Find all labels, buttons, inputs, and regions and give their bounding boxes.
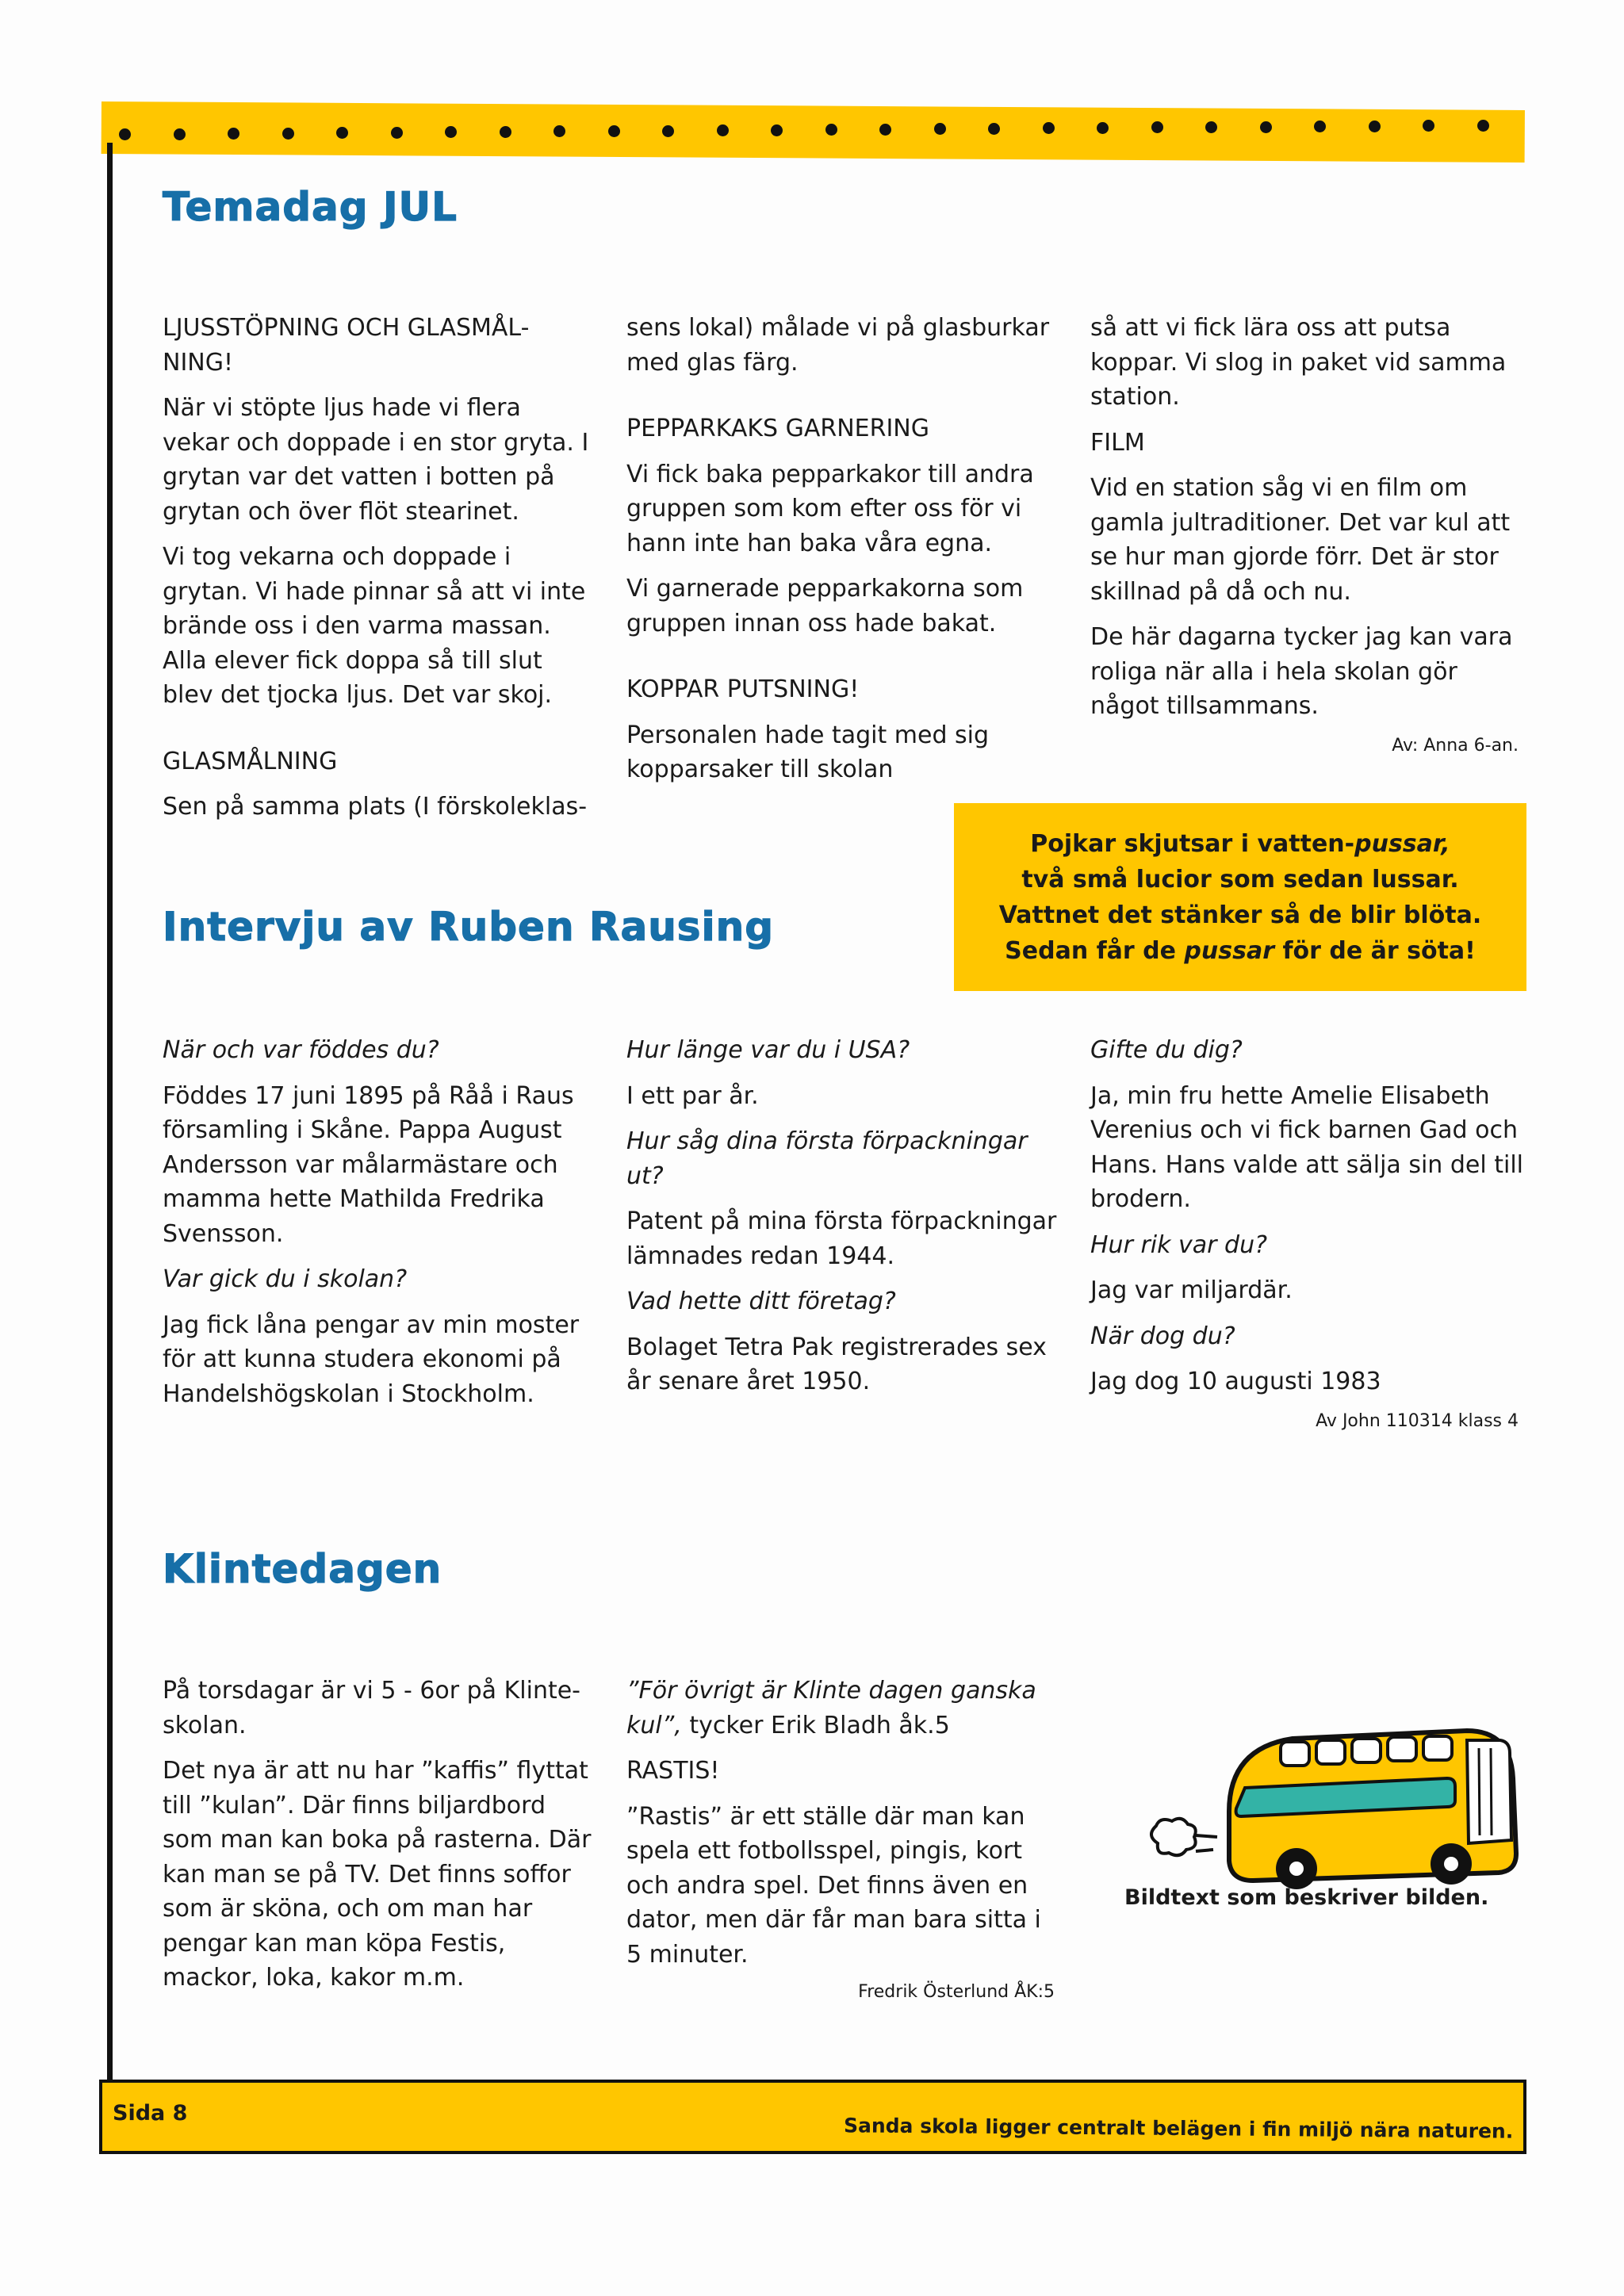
interview-answer: Jag var miljardär. — [1090, 1276, 1293, 1304]
paragraph: Vi garnerade pepparkakorna som gruppen innan oss hade bakat. — [626, 575, 1024, 637]
paragraph: ”Rastis” är ett ställe där man kan spela ett fotbollsspel, pingis, kort och andra spel. Det finns även en dator, men där får man bara sitta i 5 minuter. — [626, 1802, 1041, 1969]
interview-question: Gifte du dig? — [1090, 1036, 1243, 1064]
border-dot — [1423, 120, 1434, 132]
poem-line-1: Pojkar skjutsar i vatten-pussar, — [1030, 829, 1450, 858]
poem-line-3: Vattnet det stänker så de blir blöta. — [998, 901, 1482, 929]
footer-bar — [99, 2080, 1526, 2154]
paragraph: Vi tog vekarna och doppade i grytan. Vi hade pinnar så att vi inte brände oss i den varma massan. Alla elever fick doppa så till slut blev det tjocka ljus. Det var skoj. — [163, 543, 586, 709]
border-dot — [771, 124, 783, 136]
interview-column-1 — [163, 1033, 595, 1422]
paragraph: så att vi fick lära oss att putsa koppar. Vi slog in paket vid samma station. — [1090, 314, 1507, 411]
klinte-column-1 — [163, 1674, 595, 2007]
border-dot — [662, 125, 674, 137]
subheading: FILM — [1090, 428, 1145, 457]
interview-question: Vad hette ditt företag? — [626, 1288, 896, 1315]
poem-line-4: Sedan får de pussar för de är söta! — [1005, 936, 1476, 965]
border-dot — [1043, 122, 1055, 134]
paragraph: Vi fick baka pepparkakor till andra gruppen som kom efter oss för vi hann inte han baka våra egna. — [626, 460, 1034, 557]
interview-question: Hur rik var du? — [1090, 1230, 1268, 1259]
school-bus-icon — [1110, 1724, 1530, 1891]
section-title-temadag: Temadag JUL — [163, 184, 458, 230]
paragraph: sens lokal) målade vi på glasburkar med glas färg. — [626, 314, 1050, 377]
border-dot — [500, 126, 511, 138]
paragraph: De här dagarna tycker jag kan vara roliga när alla i hela skolan gör något tillsammans. — [1090, 623, 1513, 720]
interview-answer: Ja, min fru hette Amelie Elisabeth Verenius och vi fick barnen Gad och Hans. Hans valde att sälja sin del till brodern. — [1090, 1081, 1523, 1213]
border-dot — [174, 128, 186, 140]
border-dot — [717, 124, 729, 136]
paragraph: På torsdagar är vi 5 - 6or på Klinte-skolan. — [163, 1677, 581, 1739]
interview-answer: Jag fick låna pengar av min moster för att kunna studera ekonomi på Handelshögskolan i Stockholm. — [163, 1311, 580, 1408]
interview-question: Hur länge var du i USA? — [626, 1036, 910, 1064]
interview-question: Hur såg dina första förpackningar ut? — [626, 1127, 1028, 1190]
subheading: RASTIS! — [626, 1757, 720, 1785]
klinte-column-2 — [626, 1674, 1059, 1983]
border-dot — [282, 128, 294, 140]
interview-answer: Föddes 17 juni 1895 på Råå i Raus församling i Skåne. Pappa August Andersson var målarmästare och mamma hette Mathilda Fredrika Svensson. — [163, 1081, 574, 1248]
border-dot — [988, 123, 1000, 135]
paragraph: Det nya är att nu har ”kaffis” flyttat till ”kulan”. Där finns biljardbord som man kan boka på rasterna. Där kan man se på TV. Det finns soffor som är sköna, och om man har pengar kan man köpa Festis, mackor, loka, kakor m.m. — [163, 1757, 592, 1992]
subheading: LJUSSTÖPNING OCH GLASMÅL-NING! — [163, 314, 530, 377]
quote-attribution: tycker Erik Bladh åk.5 — [681, 1711, 950, 1739]
subheading: PEPPARKAKS GARNERING — [626, 415, 929, 442]
border-dot — [1097, 122, 1109, 134]
subheading: KOPPAR PUTSNING! — [626, 675, 860, 703]
border-dot — [1369, 121, 1381, 132]
interview-answer: Bolaget Tetra Pak registrerades sex år senare året 1950. — [626, 1333, 1047, 1395]
paragraph: Personalen hade tagit med sig kopparsaker till skolan — [626, 721, 990, 783]
poem-box — [954, 803, 1526, 991]
border-dot — [228, 128, 239, 140]
border-dot — [1260, 121, 1272, 133]
dotted-border — [119, 119, 1491, 135]
quote-paragraph — [626, 1674, 1059, 1743]
article-column-2 — [626, 311, 1051, 798]
border-dot — [1151, 121, 1163, 133]
border-dot — [934, 123, 946, 135]
border-dot — [879, 124, 891, 136]
section-title-intervju: Intervju av Ruben Rausing — [163, 904, 775, 950]
article-column-1 — [163, 311, 595, 836]
border-dot — [1205, 121, 1217, 133]
section-title-klintedagen: Klintedagen — [163, 1546, 442, 1592]
border-dot — [608, 125, 620, 137]
border-dot — [1477, 120, 1489, 132]
border-dot — [825, 124, 837, 136]
byline-anna: Av: Anna 6-an. — [1392, 736, 1519, 756]
interview-answer: Jag dog 10 augusti 1983 — [1090, 1368, 1381, 1395]
subheading: GLASMÅLNING — [163, 747, 338, 775]
quote-text: ”För övrigt är Klinte dagen ganska kul”, — [626, 1677, 1036, 1739]
interview-question: Var gick du i skolan? — [163, 1265, 408, 1293]
article-column-3 — [1090, 311, 1526, 735]
border-dot — [119, 128, 131, 140]
byline-john: Av John 110314 klass 4 — [1316, 1411, 1519, 1431]
interview-column-3 — [1090, 1033, 1526, 1410]
interview-answer: Patent på mina första förpackningar lämnades redan 1944. — [626, 1207, 1057, 1270]
interview-answer: I ett par år. — [626, 1081, 759, 1110]
footer-tagline: Sanda skola ligger centralt belägen i fin miljö nära naturen. — [843, 2114, 1514, 2143]
border-dot — [1314, 121, 1326, 132]
paragraph: När vi stöpte ljus hade vi flera vekar och doppade i en stor gryta. I grytan var det vatten i botten på grytan och över flöt stearinet. — [163, 394, 589, 526]
border-dot — [391, 127, 403, 139]
image-caption: Bildtext som beskriver bilden. — [1124, 1885, 1489, 1910]
interview-question: När dog du? — [1090, 1322, 1235, 1350]
page-number: Sida 8 — [113, 2101, 188, 2126]
interview-question: När och var föddes du? — [163, 1036, 439, 1064]
poem-line-2: två små lucior som sedan lussar. — [1021, 865, 1459, 894]
paragraph: Sen på samma plats (I förskoleklas- — [163, 793, 588, 821]
interview-column-2 — [626, 1033, 1059, 1410]
left-border-rule — [107, 143, 113, 2085]
paragraph: Vid en station såg vi en film om gamla jultraditioner. Det var kul att se hur man gjorde förr. Det är stor skillnad på då och nu. — [1090, 474, 1511, 606]
byline-fredrik: Fredrik Österlund ÅK:5 — [858, 1982, 1055, 2002]
